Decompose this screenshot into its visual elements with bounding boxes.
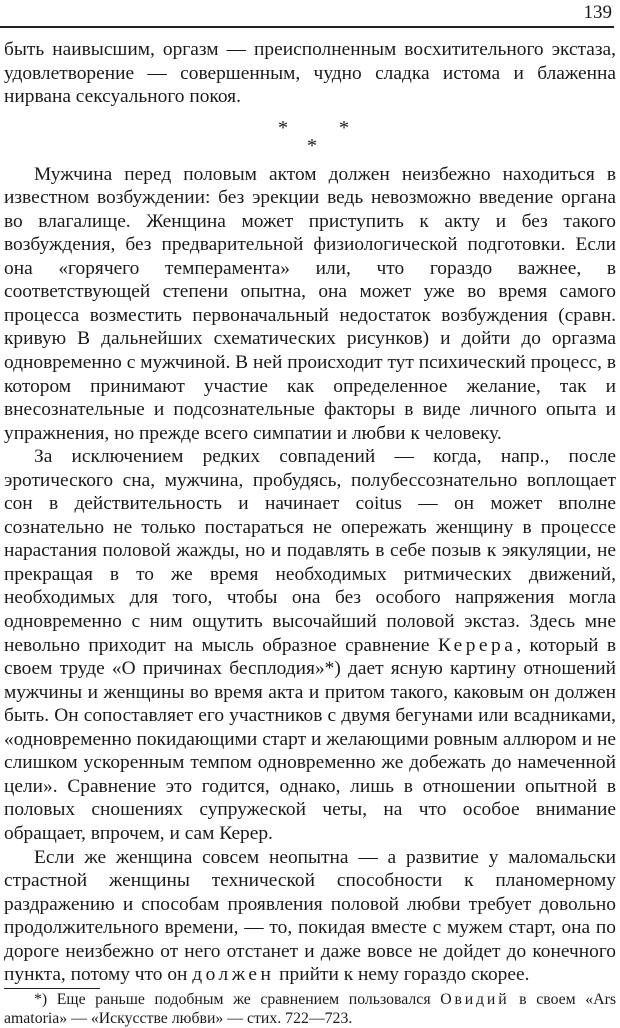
footnote-rule xyxy=(4,988,100,989)
header-rule xyxy=(0,26,614,28)
footnote-text-start: *) Еще раньше подобным же сравнением пользовался xyxy=(34,991,431,1008)
footnote-text xyxy=(4,990,616,1028)
paragraph-continued: быть наивысшим, оргазм — преисполненным восхитительного экстаза, удовлетворение — совершенным, чудно сладка истома и блаженна нирвана сексуального покоя. xyxy=(4,39,616,108)
paragraph-text: прийти к нему гораздо скорее. xyxy=(279,964,530,986)
running-head xyxy=(0,0,620,30)
asterism-separator xyxy=(4,109,616,163)
paragraph: Мужчина перед половым актом должен неизбежно находиться в известном возбуждении: без эрекции ведь невозможно введение органа во влагалище. Женщина может приступить к акту и без такого возбуждения, без предварительной физиологической подготовки. Если она «горячего темперамента» или, что гораздо важнее, в соответствующей степени опытна, она может уже во время самого процесса возместить первоначальный недостаток возбуждения (сравн. кривую В дальнейших схематических рисунков) и дойти до оргазма одновременно с мужчиной. В ней происходит тут психический процесс, в котором принимают участие как определенное желание, так и внесознательные и подсознательные факторы в виде личного опыта и упражнения, но прежде всего симпатии и любви к человеку. xyxy=(4,163,616,444)
author-name-spaced: Керера xyxy=(437,634,517,656)
asterisk-mark: * xyxy=(339,116,349,139)
paragraph-text: Если же женщина совсем неопытна — а развитие у маломальски страстной женщины технической способности к планомерному раздражению и способам проявления половой любви требует довольно продолжительного времени, — то, покидая вместе с мужем старт, она по дороге неизбежно от него отстанет и даже вовсе не дойдет до конечного пункта, потому что он xyxy=(4,846,616,986)
paragraph-text: , который в своем труде «О причинах бесплодия»*) дает ясную картину отношений мужчины и женщины во время акта и притом такого, каковым он должен быть. Он сопоставляет его участников с двумя бегунами или всадниками, «одновременно покидающими старт и желающими ровным аллюром и не слишком ускоренным темпом одновременно же добежать до намеченной цели». Сравнение это годится, однако, лишь в отношении опытной в половых сношениях супружеской четы, на что особое внимание обращает, впрочем, и сам Керер. xyxy=(4,634,616,844)
emphasis-spaced: должен xyxy=(192,964,275,986)
paragraph xyxy=(4,445,616,845)
page-number: 139 xyxy=(583,2,612,23)
paragraph xyxy=(4,846,616,987)
footnote xyxy=(4,990,616,1028)
footnote-text-end: в своем «Ars amatoria» — «Искусстве любви» — стих. 722—723. xyxy=(4,991,616,1027)
author-name-spaced: Овидий xyxy=(440,991,510,1008)
asterisk-mark: * xyxy=(278,116,288,139)
body-text xyxy=(4,38,616,987)
asterisk-mark: * xyxy=(307,134,317,157)
paragraph-text: За исключением редких совпадений — когда, напр., после эротического сна, мужчина, пробудясь, полубессознательно воплощает сон в действительность и начинает coitus — он может вполне сознательно не только постараться не опережать женщину в процессе нарастания половой жажды, но и подавлять в себе позыв к эякуляции, не прекращая в то же время необходимых ритмических движений, необходимых для того, чтобы она без особого напряжения могла одновременно с ним ощутить высочайший половой экстаз. Здесь мне невольно приходит на мысль образное сравнение xyxy=(4,446,616,656)
